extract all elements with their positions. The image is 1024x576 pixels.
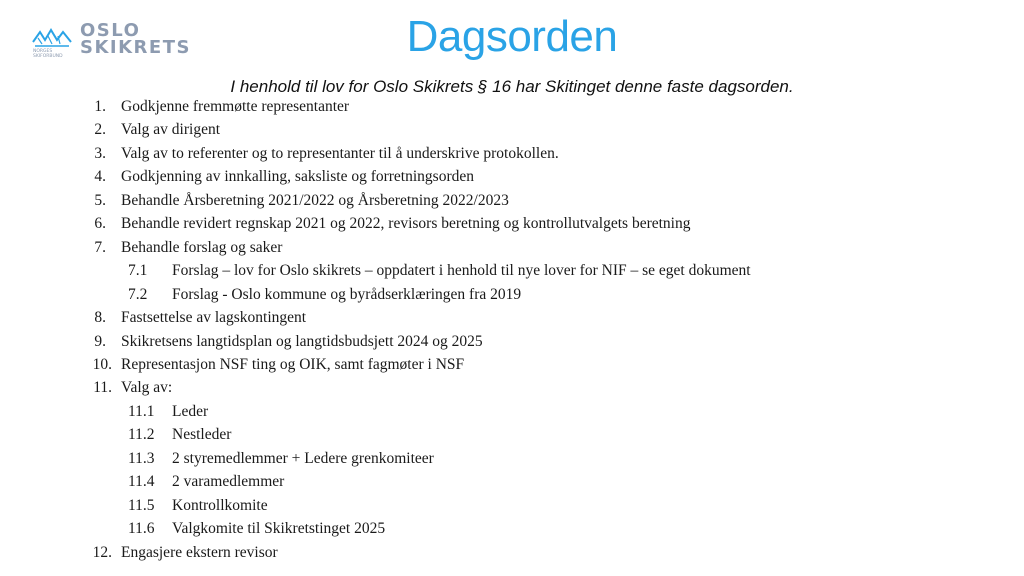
agenda-item-number: 11.5: [128, 496, 155, 514]
agenda-item: [0, 145, 1000, 167]
agenda-item-text: 2 varamedlemmer: [172, 473, 285, 491]
page-subtitle: I henhold til lov for Oslo Skikrets § 16 har Skitinget denne faste dagsorden.: [230, 77, 794, 96]
agenda-item-text: Valg av to referenter og to representanter til å underskrive protokollen.: [121, 144, 559, 162]
agenda-item: [0, 333, 1000, 355]
agenda-subitem: [0, 403, 1000, 425]
agenda-item-number: 6.: [94, 215, 106, 233]
agenda-item: [0, 215, 1000, 237]
agenda-item-text: Kontrollkomite: [172, 496, 268, 514]
agenda-item-number: 11.2: [128, 426, 155, 444]
logo-small-text-1: NORGES: [33, 49, 53, 54]
agenda-item-text: Leder: [172, 402, 209, 420]
agenda-item-text: Godkjenne fremmøtte representanter: [121, 98, 350, 115]
agenda-item: [0, 239, 1000, 261]
agenda-subitem: [0, 520, 1000, 542]
agenda-item-number: 7.2: [128, 285, 148, 303]
agenda-item-text: Valg av dirigent: [121, 121, 221, 139]
agenda-item: [0, 544, 1000, 566]
agenda-item-number: 10.: [92, 355, 112, 373]
agenda-item-text: 2 styremedlemmer + Ledere grenkomiteer: [172, 449, 434, 467]
agenda-item: [0, 309, 1000, 331]
agenda-item-number: 12.: [92, 543, 112, 561]
logo-small-text-2: SKIFORBUND: [33, 54, 63, 58]
agenda-item-number: 9.: [94, 332, 106, 350]
agenda-item-text: Fastsettelse av lagskontingent: [121, 309, 307, 327]
agenda-item: [0, 356, 1000, 378]
logo-line-oslo: OSLO: [80, 20, 141, 41]
agenda-item-text: Valg av:: [121, 379, 173, 397]
agenda-item-text: Skikretsens langtidsplan og langtidsbudsjett 2024 og 2025: [121, 332, 483, 350]
agenda-item-text: Forslag – lov for Oslo skikrets – oppdatert i henhold til nye lover for NIF – se eget dokument: [172, 262, 751, 280]
agenda-item-number: 7.1: [128, 262, 148, 280]
agenda-item-number: 11.4: [128, 473, 155, 491]
agenda-subitem: [0, 262, 1000, 284]
agenda-item-number: 5.: [94, 191, 106, 209]
agenda-item-text: Forslag - Oslo kommune og byrådserklæringen fra 2019: [172, 285, 522, 303]
agenda-subitem: [0, 473, 1000, 495]
agenda-item-text: Valgkomite til Skikretstinget 2025: [172, 520, 386, 538]
agenda-item-text: Nestleder: [172, 426, 232, 444]
agenda-item-number: 11.3: [128, 449, 155, 467]
agenda-item-text: Godkjenning av innkalling, saksliste og forretningsorden: [121, 168, 474, 186]
agenda-item-number: 1.: [94, 98, 106, 115]
agenda-item-number: 11.1: [128, 402, 155, 420]
agenda-item: [0, 168, 1000, 190]
agenda-item-number: 4.: [94, 168, 106, 186]
agenda-item: [0, 379, 1000, 401]
agenda-item-number: 8.: [94, 309, 106, 327]
agenda-item-number: 11.6: [128, 520, 155, 538]
agenda-item-text: Representasjon NSF ting og OIK, samt fagmøter i NSF: [121, 355, 465, 373]
agenda-item: [0, 121, 1000, 143]
agenda-item-number: 11.: [93, 379, 112, 397]
agenda-item-number: 7.: [94, 238, 106, 256]
agenda-item-text: Behandle Årsberetning 2021/2022 og Årsberetning 2022/2023: [121, 191, 509, 209]
agenda-subitem: [0, 450, 1000, 472]
logo-line-skikrets: SKIKRETS: [80, 37, 191, 58]
agenda-item-number: 2.: [94, 121, 106, 139]
agenda-item-text: Behandle revidert regnskap 2021 og 2022, revisors beretning og kontrollutvalgets beretning: [121, 215, 691, 233]
agenda-item: [0, 192, 1000, 214]
agenda-subitem: [0, 426, 1000, 448]
agenda-subitem: [0, 497, 1000, 519]
page-title: Dagsorden: [406, 12, 618, 61]
agenda-item: [0, 98, 1000, 120]
agenda-item-text: Engasjere ekstern revisor: [121, 543, 278, 561]
agenda-item-number: 3.: [94, 144, 106, 162]
agenda-subitem: [0, 286, 1000, 308]
agenda-item-text: Behandle forslag og saker: [121, 238, 283, 256]
